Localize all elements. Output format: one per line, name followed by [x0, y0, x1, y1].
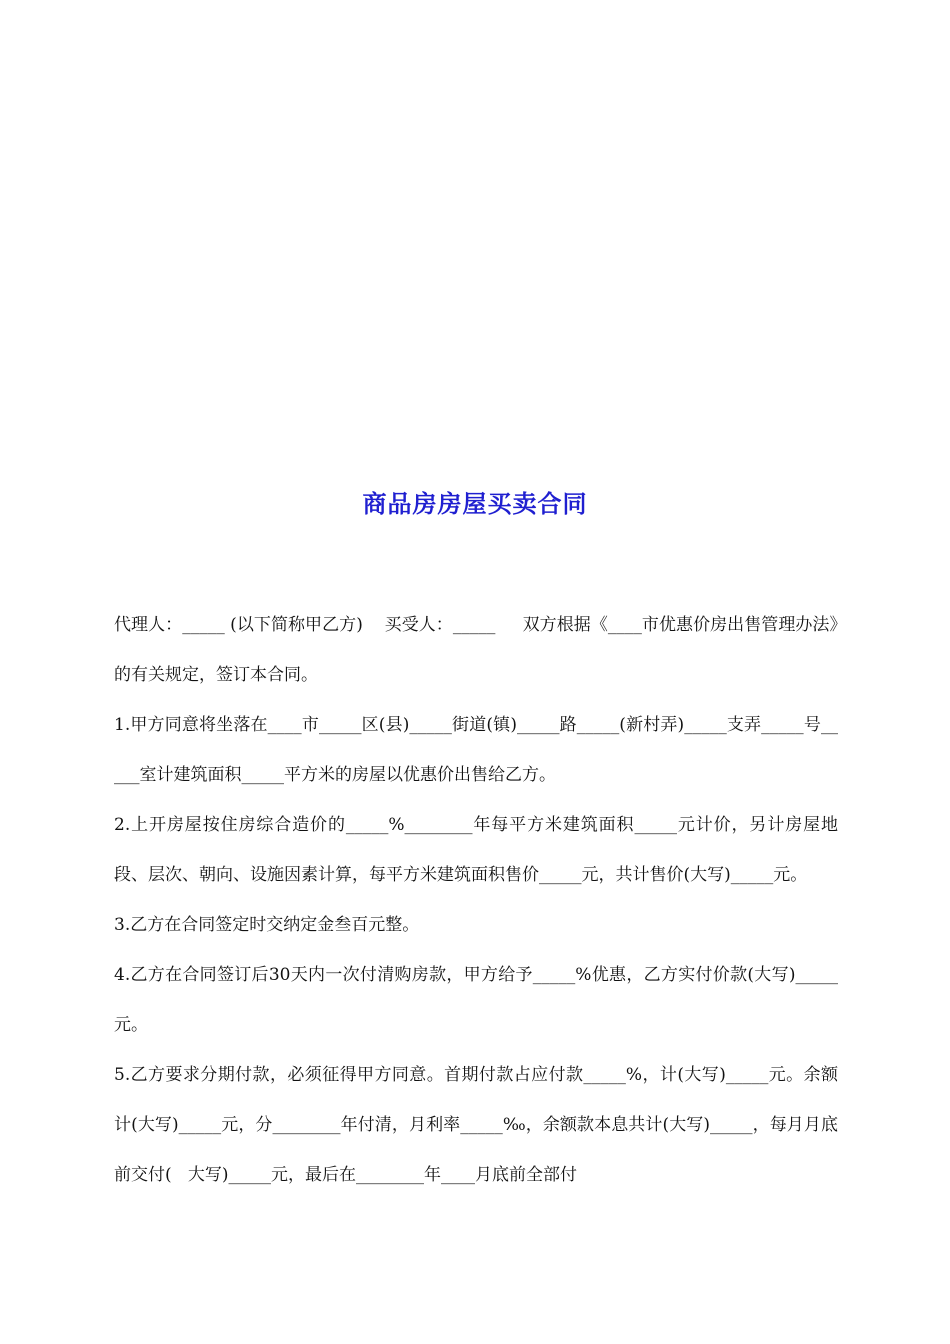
paragraph-clause-4: 4.乙方在合同签订后30天内一次付清购房款，甲方给予_____%优惠，乙方实付价款(大写)_____元。	[114, 965, 838, 1035]
document-title: 商品房房屋买卖合同	[362, 490, 588, 518]
contract-body	[114, 600, 838, 1200]
paragraph-clause-2: 2.上开房屋按住房综合造价的_____%________年每平方米建筑面积_____元计价，另计房屋地段、层次、朝向、设施因素计算，每平方米建筑面积售价_____元，共计售价(大写)_____元。	[114, 815, 838, 885]
paragraph-clause-3: 3.乙方在合同签定时交纳定金叁百元整。	[114, 915, 420, 935]
paragraph-clause-1: 1.甲方同意将坐落在____市_____区(县)_____街道(镇)_____路_____(新村弄)_____支弄_____号_____室计建筑面积_____平方米的房屋以优惠价出售给乙方。	[114, 715, 838, 785]
paragraph-parties: 代理人：_____ (以下简称甲乙方) 买受人：_____ 双方根据《____市优惠价房出售管理办法》的有关规定，签订本合同。	[114, 615, 838, 685]
paragraph-clause-5: 5.乙方要求分期付款，必须征得甲方同意。首期付款占应付款_____%，计(大写)_____元。余额计(大写)_____元，分________年付清，月利率_____‰，余额款本息共计(大写)_____，每月月底前交付( 大写)_____元，最后在________年____月底前全部付	[114, 1065, 838, 1185]
